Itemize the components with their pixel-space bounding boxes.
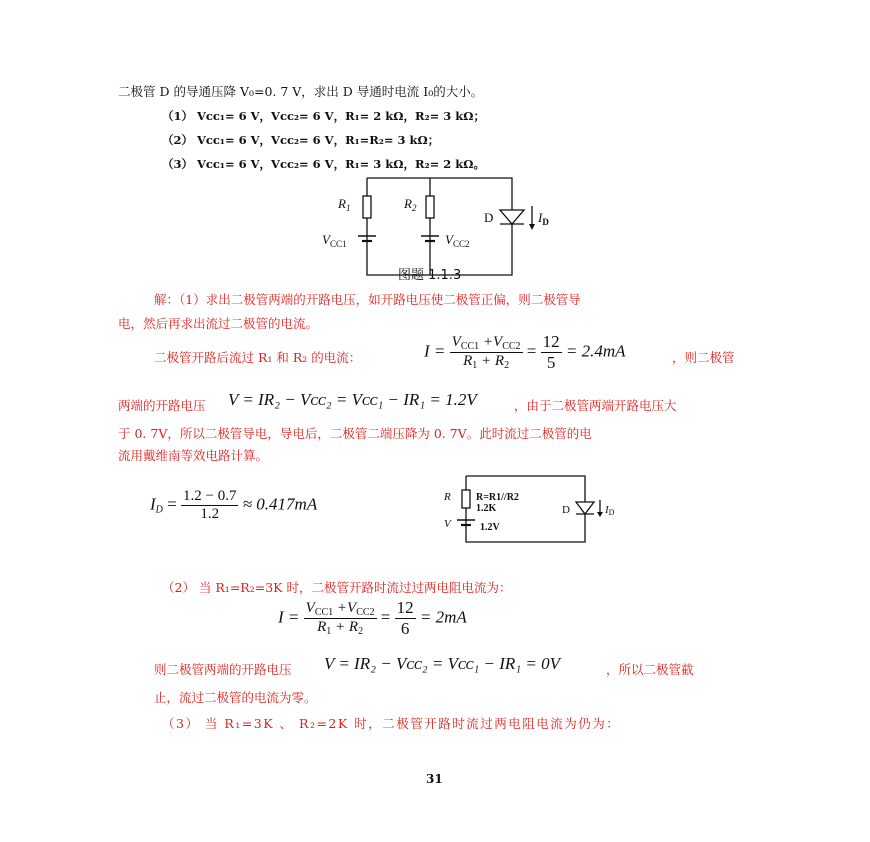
r1-label: $R_1$: [338, 196, 351, 213]
solution-step2-b-post: ，所以二极管截: [606, 662, 694, 677]
solution-step1-c-pre: 二极管开路后流过 R₁ 和 R₂ 的电流：: [154, 350, 362, 365]
problem-case-3: （3） Vᴄᴄ₁= 6 V，Vᴄᴄ₂= 6 V，R₁= 3 kΩ，R₂= 2 kΩ。: [162, 157, 485, 171]
fig2-id-label: ID: [605, 504, 615, 517]
problem-case-1: （1） Vᴄᴄ₁= 6 V，Vᴄᴄ₂= 6 V，R₁= 2 kΩ，R₂= 3 kΩ；: [162, 109, 485, 123]
page-number: 31: [426, 772, 443, 786]
solution-step1-c-post: ，则二极管: [672, 350, 735, 365]
solution-step1-e: 于 0. 7V，所以二极管导电，导电后，二极管二端压降为 0. 7V。此时流过二极管的电: [118, 426, 592, 441]
fig2-r-text2: 1.2K: [476, 503, 497, 514]
fig2-r-text1: R=R1//R2: [476, 492, 519, 503]
fig2-v-text: 1.2V: [480, 522, 500, 533]
solution-step1-d-post: ，由于二极管两端开路电压大: [514, 398, 677, 413]
problem-case-2: （2） Vᴄᴄ₁= 6 V，Vᴄᴄ₂= 6 V，R₁=R₂= 3 kΩ；: [162, 133, 440, 147]
fig2-r-label: R: [444, 491, 451, 503]
figure-1-caption: 图题 1.1.3: [398, 268, 462, 283]
solution-step3-a: （3） 当 R₁=3K 、 R₂=2K 时，二极管开路时流过两电阻电流为仍为：: [162, 716, 621, 731]
vcc2-label: $V_{CC2}$: [445, 232, 470, 249]
vcc1-label: $V_{CC1}$: [322, 232, 347, 249]
solution-step1-f: 流用戴维南等效电路计算。: [118, 448, 269, 463]
equation-4: I = $\frac{V_{CC1} +V_{CC2}}{R_1 + R_2}$ = $\frac{12}{6}$ = 2mA: [278, 598, 467, 638]
solution-step1-b: 电，然后再求出流过二极管的电流。: [118, 316, 319, 331]
diode-label: D: [484, 210, 494, 225]
problem-intro: 二极管 D 的导通压降 V₀=0. 7 V，求出 D 导通时电流 I₀的大小。: [118, 84, 484, 99]
solution-step2-a: （2） 当 R₁=R₂=3K 时，二极管开路时流过过两电阻电流为：: [162, 580, 512, 595]
fig2-d-label: D: [562, 504, 570, 516]
fig2-v-label: V: [444, 518, 451, 530]
solution-step2-c: 止，流过二极管的电流为零。: [154, 690, 317, 705]
solution-step1-d-pre: 两端的开路电压: [118, 398, 206, 413]
equation-5: V = IR₂ − Vᴄᴄ₂ = Vᴄᴄ₁ − IR₁ = 0V: [324, 654, 561, 673]
circuit-figure-2: [430, 470, 630, 550]
r2-label: $R_2$: [404, 196, 417, 213]
equation-1: I = $\frac{V_{CC1} +V_{CC2}}{R_1 + R_2}$ = $\frac{12}{5}$ = 2.4mA: [424, 332, 626, 372]
equation-2: V = IR₂ − Vᴄᴄ₂ = Vᴄᴄ₁ − IR₁ = 1.2V: [228, 390, 477, 409]
solution-step1-a: 解：（1）求出二极管两端的开路电压，如开路电压使二极管正偏，则二极管导: [154, 292, 581, 307]
id-label: $I_D$: [538, 210, 549, 227]
solution-step2-b-pre: 则二极管两端的开路电压: [154, 662, 292, 677]
equation-3: $I_D$ = $\frac{1.2 - 0.7}{1.2}$ ≈ 0.417mA: [150, 488, 318, 522]
